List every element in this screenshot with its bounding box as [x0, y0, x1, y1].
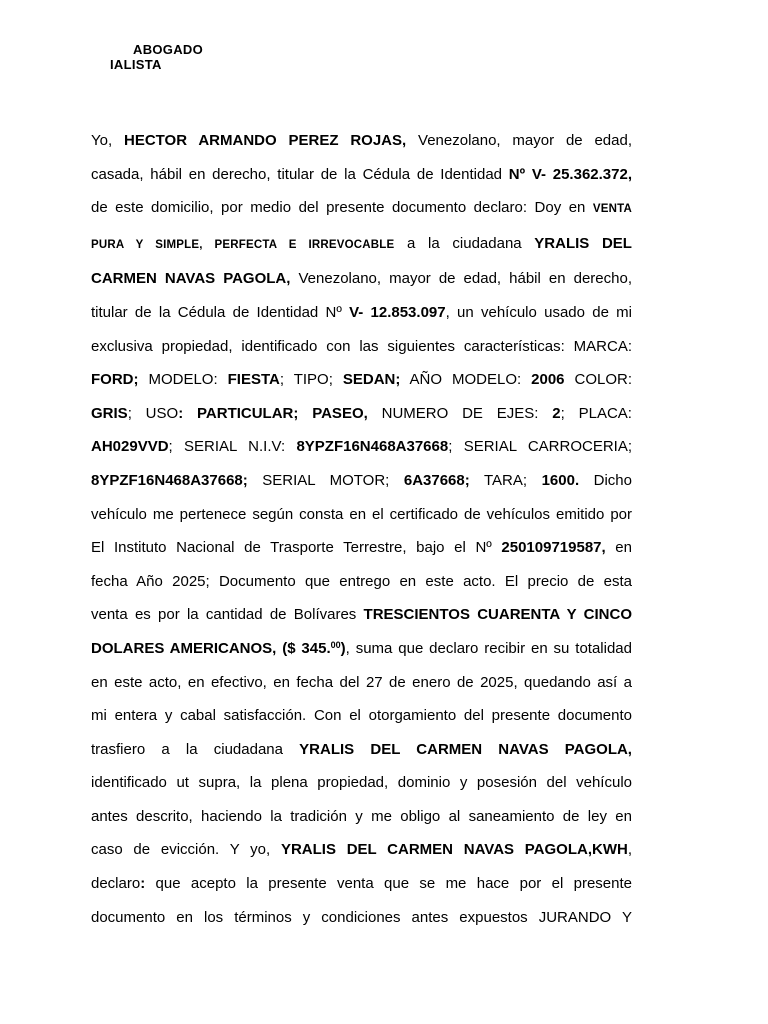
text-line: casada, hábil en derecho, titular de la Cédula de Identidad Nº V- 25.362.372,: [91, 165, 632, 183]
document-body: [91, 124, 632, 934]
text-line: DOLARES AMERICANOS, ($ 345.00), suma que declaro recibir en su totalidad: [91, 639, 632, 657]
text-line: Yo, HECTOR ARMANDO PEREZ ROJAS, Venezolano, mayor de edad,: [91, 132, 632, 149]
text-line: en este acto, en efectivo, en fecha del 27 de enero de 2025, quedando así a: [91, 673, 632, 691]
letterhead-title: ABOGADO: [133, 42, 203, 57]
vin-number: 8YPZF16N468A37668: [296, 438, 449, 456]
price-amount: DOLARES AMERICANOS, ($ 345.00): [91, 639, 346, 657]
text-line: trasfiero a la ciudadana YRALIS DEL CARMEN NAVAS PAGOLA,: [91, 740, 632, 758]
text-line: venta es por la cantidad de Bolívares TRESCIENTOS CUARENTA Y CINCO: [91, 606, 632, 624]
letterhead-subtitle: IALISTA: [110, 57, 162, 72]
text-line: vehículo me pertenece según consta en el certificado de vehículos emitido por: [91, 505, 632, 523]
text-line: exclusiva propiedad, identificado con las siguientes características: MARCA:: [91, 337, 632, 355]
plate-number: AH029VVD: [91, 438, 169, 456]
certificate-number: 250109719587,: [501, 539, 606, 557]
text-line: 8YPZF16N468A37668; SERIAL MOTOR; 6A37668; TARA; 1600. Dicho: [91, 471, 632, 489]
text-line: CARMEN NAVAS PAGOLA, Venezolano, mayor de edad, hábil en derecho,: [91, 270, 632, 288]
text-line: caso de evicción. Y yo, YRALIS DEL CARMEN NAVAS PAGOLA,KWH,: [91, 841, 632, 859]
text-line: El Instituto Nacional de Trasporte Terrestre, bajo el Nº 250109719587, en: [91, 539, 632, 557]
text-line: identificado ut supra, la plena propiedad, dominio y posesión del vehículo: [91, 774, 632, 792]
text-line: de este domicilio, por medio del presente documento declaro: Doy en VENTA: [91, 199, 632, 217]
text-line: fecha Año 2025; Documento que entrego en este acto. El precio de esta: [91, 572, 632, 590]
buyer-id-number: V- 12.853.097: [349, 303, 446, 321]
text-line: AH029VVD; SERIAL N.I.V: 8YPZF16N468A37668; SERIAL CARROCERIA;: [91, 438, 632, 456]
seller-name: HECTOR ARMANDO PEREZ ROJAS,: [123, 132, 407, 149]
text-line: titular de la Cédula de Identidad Nº V- 12.853.097, un vehículo usado de mi: [91, 303, 632, 321]
text-line: mi entera y cabal satisfacción. Con el otorgamiento del presente documento: [91, 707, 632, 725]
text-line: antes descrito, haciendo la tradición y me obligo al saneamiento de ley en: [91, 807, 632, 825]
buyer-name: YRALIS DEL: [534, 234, 632, 252]
text-line: documento en los términos y condiciones antes expuestos JURANDO Y: [91, 908, 632, 926]
text-line: declaro: que acepto la presente venta que se me hace por el presente: [91, 875, 632, 893]
letterhead: [0, 0, 768, 80]
text-line: GRIS; USO: PARTICULAR; PASEO, NUMERO DE EJES: 2; PLACA:: [91, 404, 632, 422]
text-line: PURA Y SIMPLE, PERFECTA E IRREVOCABLE a la ciudadana YRALIS DEL: [91, 234, 632, 252]
seller-id-number: Nº V- 25.362.372,: [508, 165, 632, 183]
text-line: FORD; MODELO: FIESTA; TIPO; SEDAN; AÑO MODELO: 2006 COLOR:: [91, 371, 632, 389]
price-in-words: TRESCIENTOS CUARENTA Y CINCO: [363, 606, 632, 624]
